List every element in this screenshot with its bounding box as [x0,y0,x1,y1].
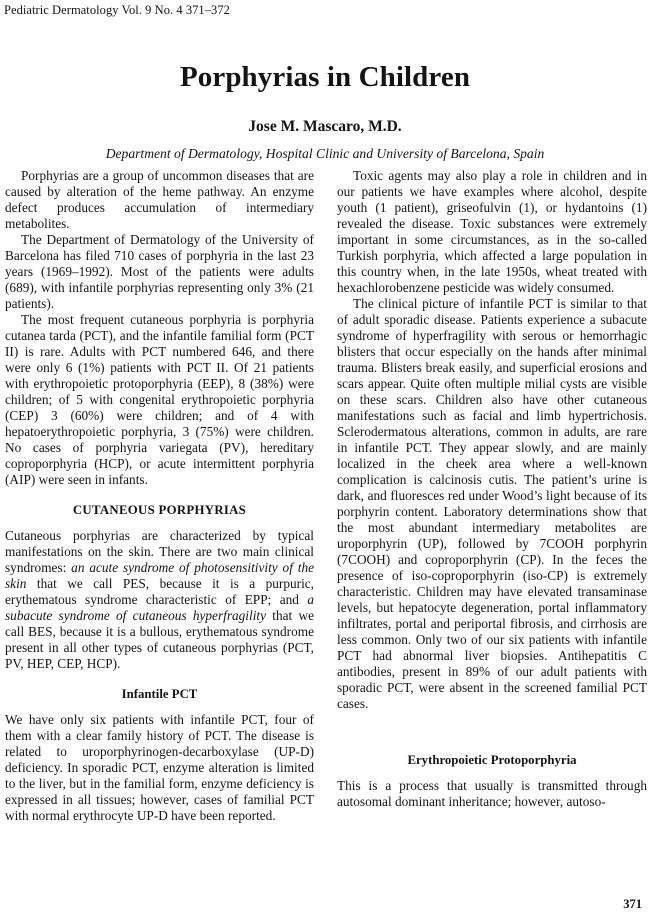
emphasis-bes: a subacute syndrome of cutaneous hyperfragility [5,592,314,623]
section-heading-cutaneous-porphyrias: CUTANEOUS PORPHYRIAS [72,503,247,517]
running-head: Pediatric Dermatology Vol. 9 No. 4 371–372 [4,3,230,17]
author-name: Jose M. Mascaro, M.D. [248,118,402,135]
text-run: that we call BES, because it is a bullous, erythematous syndrome present in all other types of cutaneous porphyrias (PCT, PV, HEP, CEP, HCP). [5,608,314,671]
paragraph-epp: This is a process that usually is transmitted through autosomal dominant inheritance; however, autoso- [337,778,647,809]
paragraph-infantile-pct: We have only six patients with infantile PCT, four of them with a clear family history of PCT. The disease is related to uroporphyrinogen-decarboxylase (UP-D) deficiency. In sporadic PCT, enzyme alteration is limited to the liver, but in the familial form, enzyme deficiency is expressed in all tissues; however, cases of familial PCT with normal erythrocyte UP-D have been reported. [5,712,314,823]
paragraph-department-cases: The Department of Dermatology of the University of Barcelona has filed 710 cases of porphyria in the last 23 years (1969–1992). Most of the patients were adults (689), with infantile porphyrias representing only 3% (21 patients). [5,232,314,311]
paragraph-cutaneous-syndromes [5,528,314,672]
paragraph-frequency: The most frequent cutaneous porphyria is porphyria cutanea tarda (PCT), and the infantile familial form (PCT II) is rare. Adults with PCT numbered 646, and there were only 6 (1%) patients with PCT II. Of 21 patients with erythropoietic protoporphyria (EEP), 8 (38%) were children; of 5 with congenital erythropoietic porphyria (CEP) 3 (60%) were children; and of 4 with hepatoerythropoietic porphyria, 3 (75%) were children. No cases of porphyria variegata (PV), hereditary coproporphyria (HCP), or acute intermittent porphyria (AIP) were seen in infants. [5,312,314,487]
paragraph-clinical-picture: The clinical picture of infantile PCT is similar to that of adult sporadic disease. Patients experience a subacute syndrome of hyperfragility with serous or hemorrhagic blisters that occur especially on the hands after minimal trauma. Blisters break easily, and superficial erosions and scars appear. Quite often multiple milial cysts are visible on these scars. Children also have other cutaneous manifestations such as facial and limb hypertrichosis. Sclerodermatous alterations, common in adults, are rare in infantile PCT. They appear slowly, and are mainly localized in the cheek area where a well-known complication is calcinosis cutis. The patient’s urine is dark, and fluoresces red under Wood’s light because of its porphyrin content. Laboratory determinations show that the most abundant intermediary metabolites are uroporphyrin (UP), followed by 7COOH porphyrin (7COOH) and coproporphyrin (CP). In the feces the presence of iso-coproporphyrin (iso-CP) is extremely characteristic. Children may have elevated transaminase levels, but hepatocyte degeneration, portal inflammatory infiltrates, portal and periportal fibrosis, and cirrhosis are less common. Only two of our six patients with infantile PCT had abnormal liver biopsies. Antihepatitis C antibodies, present in 89% of our adult patients with sporadic PCT, were absent in the screened familial PCT cases. [337,296,647,711]
emphasis-pes: an acute syndrome of photosensitivity of the skin [5,560,314,591]
text-run: Cutaneous porphyrias are characterized by typical manifestations on the skin. There are two main clinical syndromes: [5,528,314,575]
author-affiliation: Department of Dermatology, Hospital Clinic and University of Barcelona, Spain [105,146,545,161]
page-number: 371 [623,897,642,911]
article-title: Porphyrias in Children [179,61,471,93]
left-column [5,168,314,824]
section-heading-infantile-pct: Infantile PCT [121,687,198,701]
section-heading-erythropoietic-protoporphyria: Erythropoietic Protoporphyria [407,753,577,767]
text-run: that we call PES, because it is a purpuric, erythematous syndrome characteristic of EPP; and [5,576,314,607]
right-column [337,168,647,810]
paragraph-intro: Porphyrias are a group of uncommon diseases that are caused by alteration of the heme pathway. An enzyme defect produces accumulation of intermediary metabolites. [5,168,314,231]
paragraph-toxic-agents: Toxic agents may also play a role in children and in our patients we have examples where alcohol, despite youth (1 patient), griseofulvin (1), or hydantoins (1) revealed the disease. Toxic substances were extremely important in some circumstances, as in the so-called Turkish porphyria, which affected a large population in this country when, in the late 1950s, wheat treated with hexachlorobenzene pesticide was widely consumed. [337,168,647,295]
